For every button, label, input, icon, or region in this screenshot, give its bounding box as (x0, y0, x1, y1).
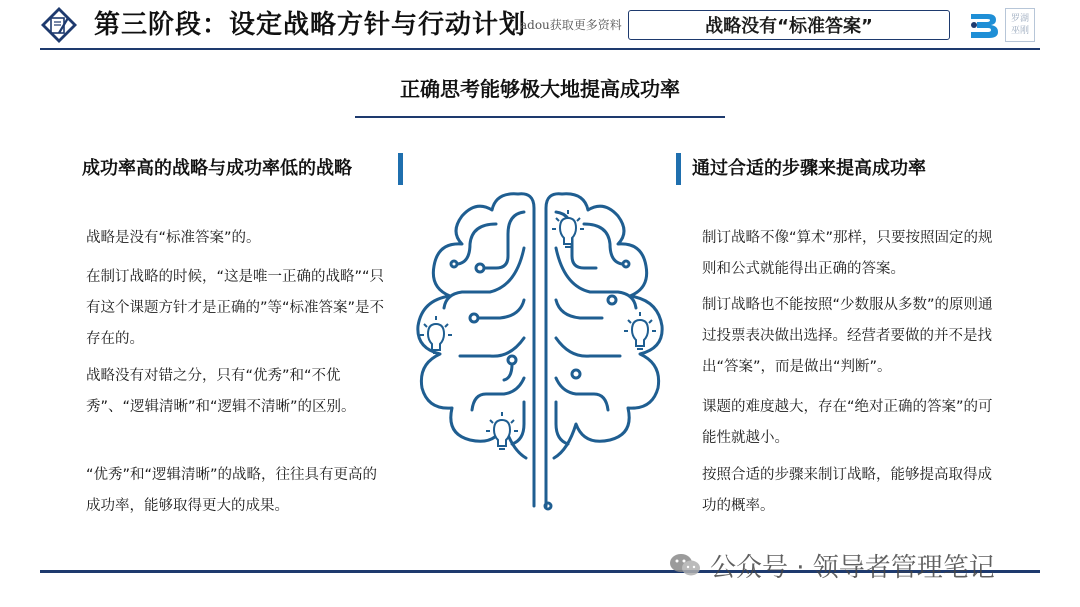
right-paragraph-3: 课题的难度越大，存在“绝对正确的答案”的可能性就越小。 (702, 399, 993, 446)
brand-logo-icon (968, 10, 1002, 40)
section-heading: 正确思考能够极大地提高成功率 (400, 77, 680, 101)
watermark-text: adou获取更多资料 (520, 18, 622, 32)
header (0, 0, 1080, 50)
right-paragraph-4: 按照合适的步骤来制订战略，能够提高取得成功的概率。 (702, 467, 992, 514)
left-paragraph-1: 战略是没有“标准答案”的。 (86, 230, 261, 246)
footer-watermark (668, 548, 995, 582)
left-paragraph-2: 在制订战略的时候，“这是唯一正确的战略”“只有这个课题方针才是正确的”等“标准答案”是不存在的。 (86, 269, 385, 347)
left-paragraph-3: 战略没有对错之分，只有“优秀”和“不优秀”、“逻辑清晰”和“逻辑不清晰”的区别。 (86, 368, 356, 415)
left-title-accent-bar (398, 153, 403, 185)
left-paragraph-4: “优秀”和“逻辑清晰”的战略，往往具有更高的成功率，能够取得更大的成果。 (86, 467, 378, 514)
header-divider (40, 48, 1040, 50)
right-column-title: 通过合适的步骤来提高成功率 (692, 158, 926, 179)
lightbulb-icon (624, 312, 656, 349)
heading-underline (355, 116, 725, 118)
brand-seal: 罗湖 巫刚 (1005, 8, 1035, 42)
wechat-icon (668, 551, 702, 579)
brain-circuit-illustration (400, 188, 680, 518)
lightbulb-icon (552, 210, 584, 247)
tagline-box: 战略没有“标准答案” (628, 10, 950, 40)
left-column-title: 成功率高的战略与成功率低的战略 (82, 158, 352, 179)
page-title: 第三阶段：设定战略方针与行动计划 (94, 10, 527, 40)
right-title-accent-bar (676, 153, 681, 185)
right-paragraph-1: 制订战略不像“算术”那样，只要按照固定的规则和公式就能得出正确的答案。 (702, 230, 993, 277)
footer-source-text: 公众号 · 领导者管理笔记 (710, 552, 995, 583)
pencil-badge-icon (40, 6, 78, 44)
right-paragraph-2: 制订战略也不能按照“少数服从多数”的原则通过投票表决做出选择。经营者要做的并不是找出“答案”，而是做出“判断”。 (702, 297, 993, 375)
